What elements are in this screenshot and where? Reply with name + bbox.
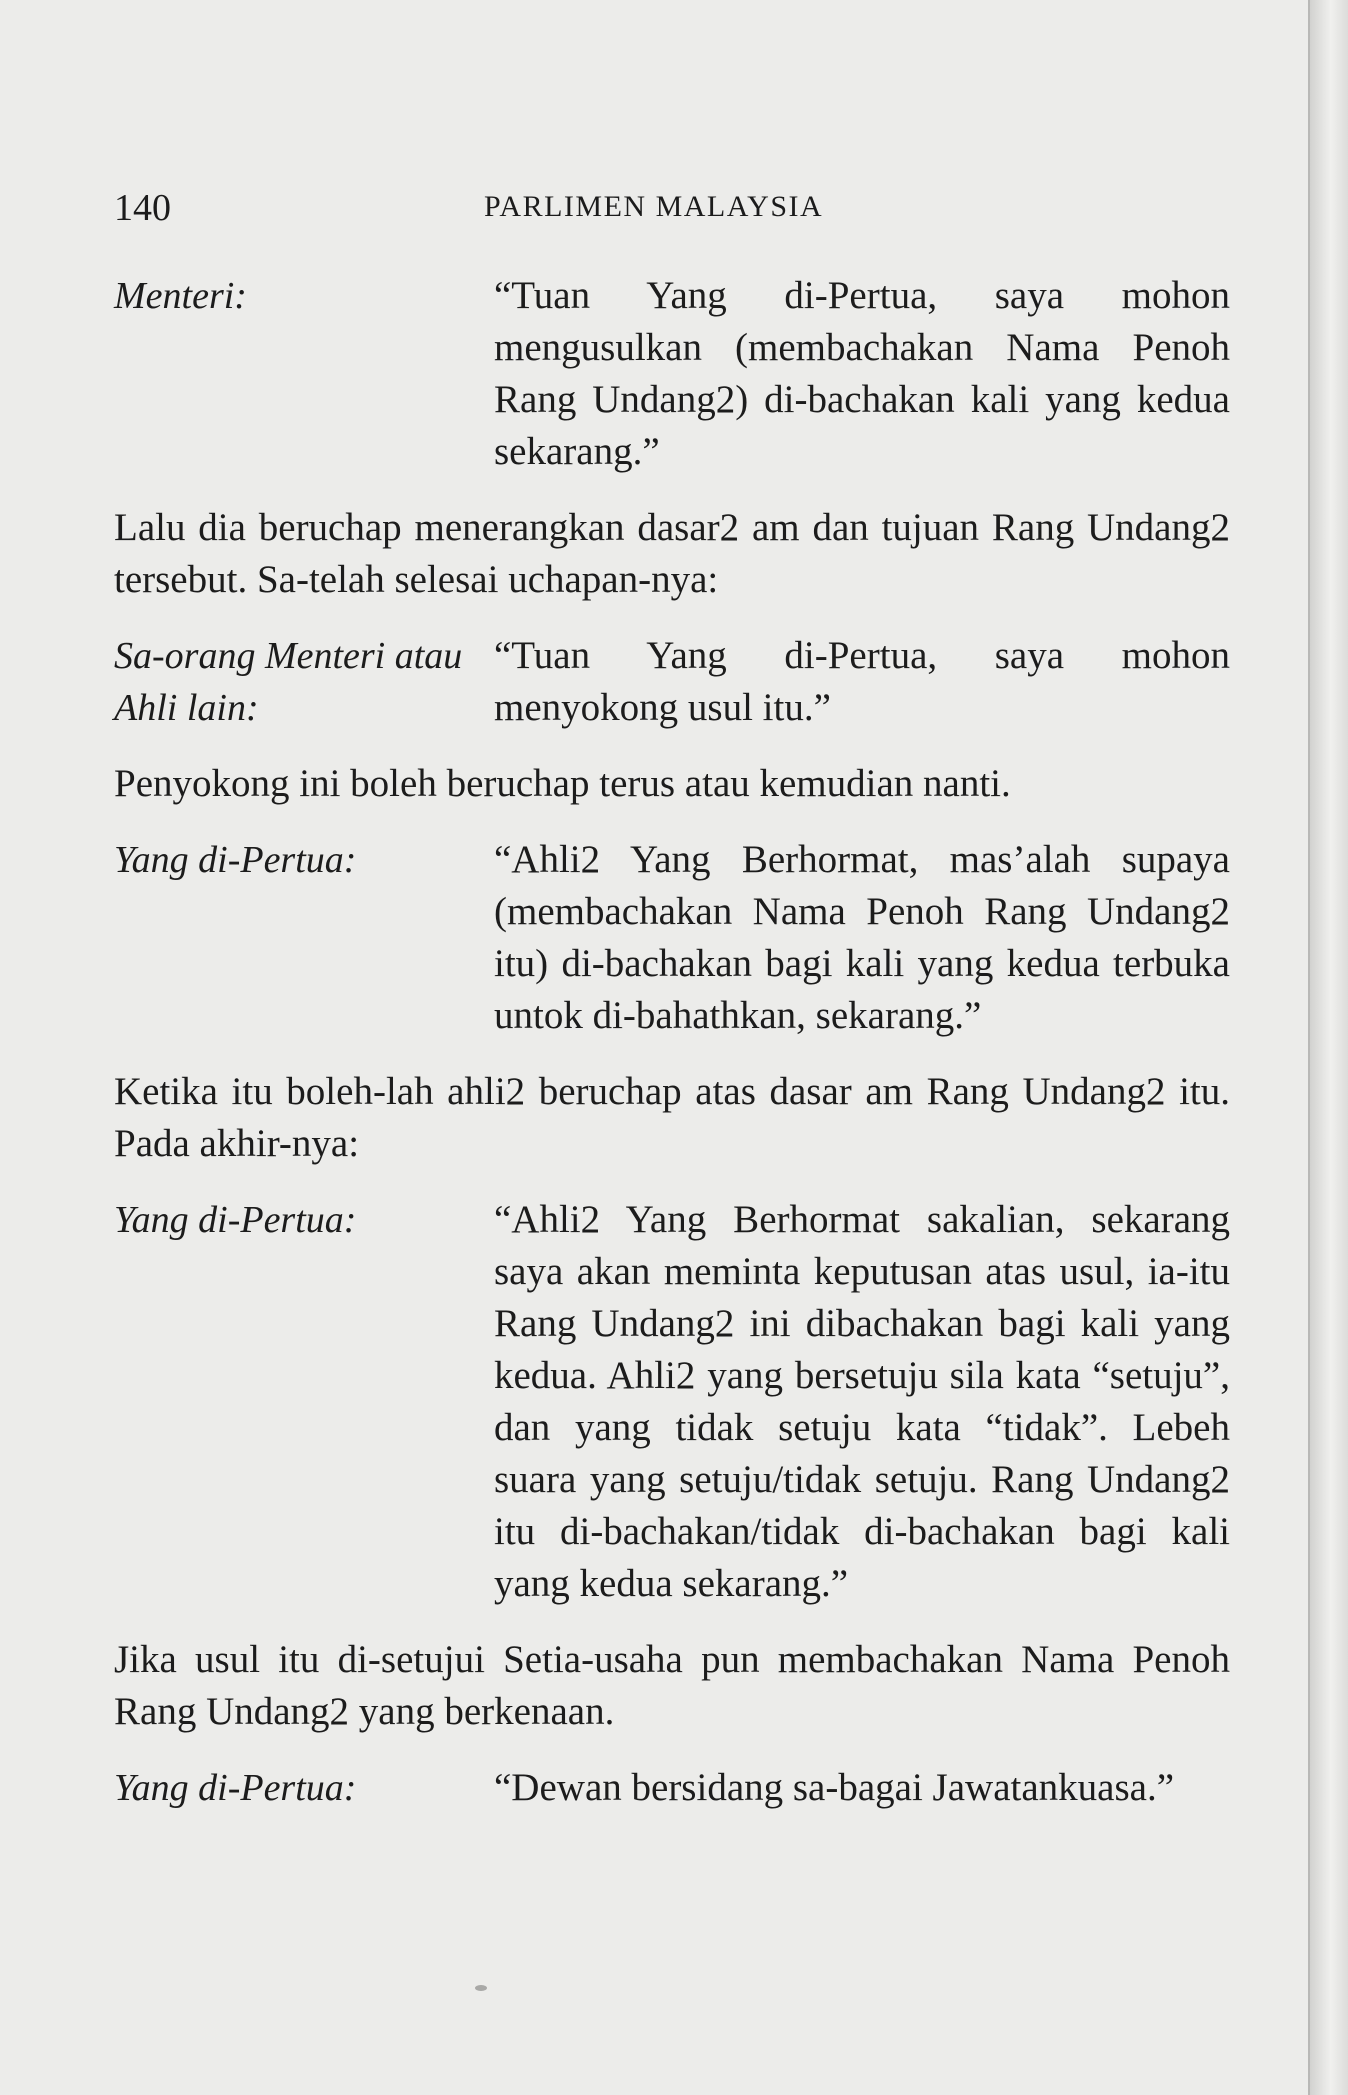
page-header <box>114 186 1230 236</box>
narrative-paragraph: Ketika itu boleh-lah ahli2 beruchap atas dasar am Rang Undang2 itu. Pada akhir-nya: <box>114 1070 1230 1165</box>
speech-text: “Ahli2 Yang Berhormat, mas’alah supaya (membachakan Nama Penoh Rang Undang2 itu) di-bachakan bagi kali yang kedua terbuka untok di-bahathkan, sekarang.” <box>494 838 1230 1037</box>
speech-text: “Dewan bersidang sa-bagai Jawatankuasa.” <box>494 1766 1175 1809</box>
page-number: 140 <box>114 187 171 229</box>
speech-text: “Ahli2 Yang Berhormat sakalian, sekarang saya akan meminta keputusan atas usul, ia-itu Rang Undang2 ini dibachakan bagi kali yang kedua. Ahli2 yang bersetuju sila kata “setuju”, dan yang tidak setuju kata “tidak”. Lebeh suara yang setuju/tidak setuju. Rang Undang2 itu di-bachakan/tidak di-bachakan bagi kali yang kedua sekarang.” <box>494 1198 1230 1605</box>
speaker-label: Menteri: <box>114 275 247 317</box>
speech-text: “Tuan Yang di-Pertua, saya mohon menyokong usul itu.” <box>494 634 1230 729</box>
body-text <box>114 270 1230 1838</box>
page-edge-shadow <box>1310 0 1348 2095</box>
speech-block <box>114 270 1230 478</box>
speech-block <box>114 1194 1230 1610</box>
speaker-label: Yang di-Pertua: <box>114 839 357 881</box>
narrative-paragraph: Lalu dia beruchap menerangkan dasar2 am dan tujuan Rang Undang2 tersebut. Sa-telah selesai uchapan-nya: <box>114 506 1230 601</box>
narrative-paragraph: Penyokong ini boleh beruchap terus atau kemudian nanti. <box>114 762 1011 805</box>
running-head: PARLIMEN MALAYSIA <box>484 190 824 223</box>
ink-smudge <box>475 1985 487 1991</box>
speech-block <box>114 1762 1230 1814</box>
speaker-label: Sa-orang Menteri atau Ahli lain: <box>114 635 463 729</box>
speaker-label: Yang di-Pertua: <box>114 1767 357 1809</box>
speech-block <box>114 630 1230 734</box>
speech-text: “Tuan Yang di-Pertua, saya mohon mengusulkan (membachakan Nama Penoh Rang Undang2) di-bachakan kali yang kedua sekarang.” <box>494 274 1230 473</box>
speaker-label: Yang di-Pertua: <box>114 1199 357 1241</box>
narrative-paragraph: Jika usul itu di-setujui Setia-usaha pun membachakan Nama Penoh Rang Undang2 yang berkenaan. <box>114 1638 1230 1733</box>
speech-block <box>114 834 1230 1042</box>
